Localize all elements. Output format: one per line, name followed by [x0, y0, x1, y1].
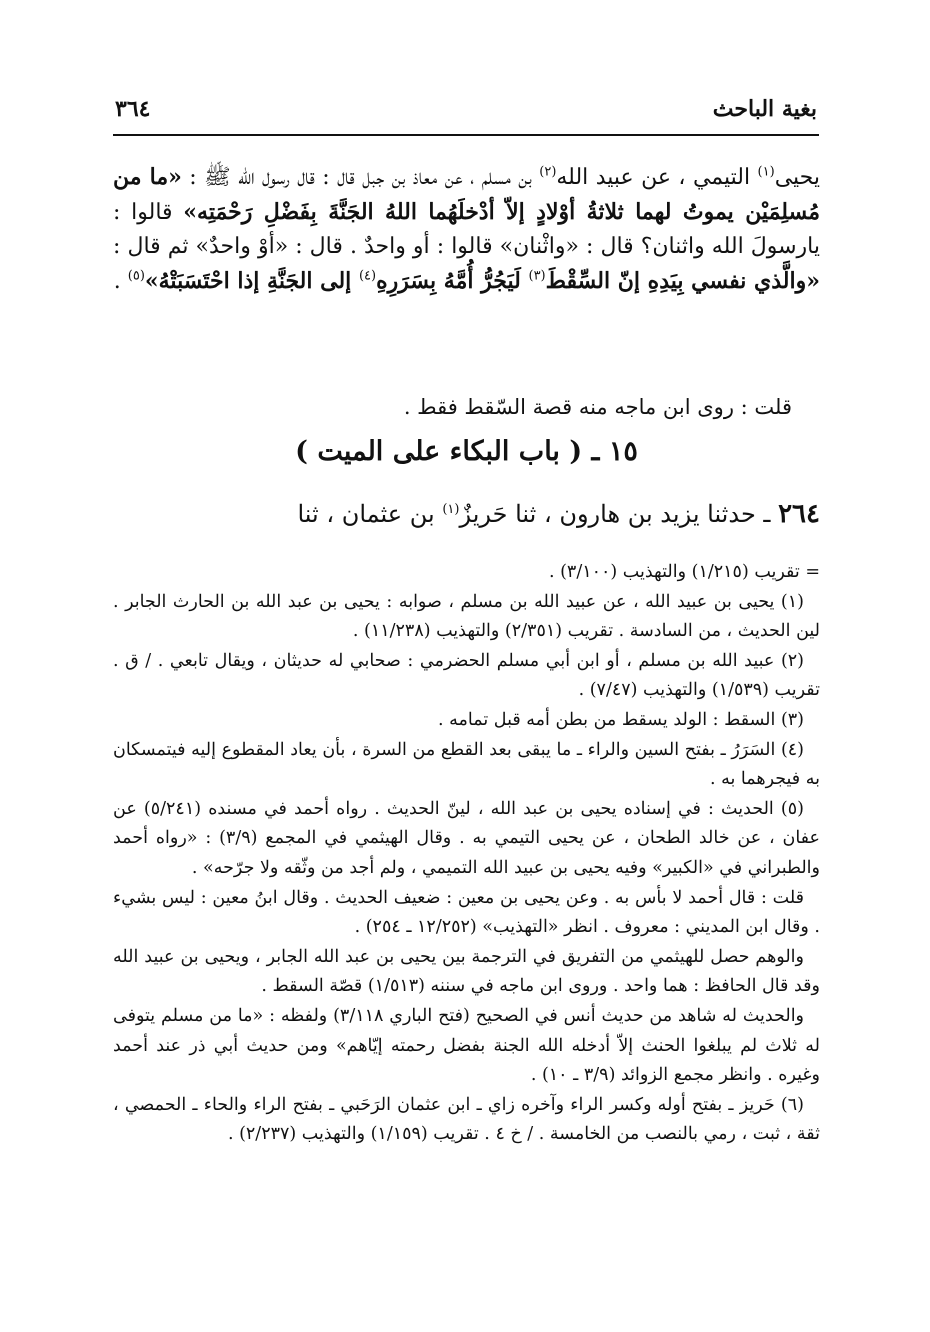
footnotes: [113, 558, 820, 1150]
footnote-ref-1[interactable]: (١): [757, 164, 775, 180]
book-title: بغية الباحث: [712, 96, 817, 122]
chapter-heading: ١٥ ـ ( باب البكاء على الميت ): [295, 436, 638, 467]
page-header: [115, 92, 817, 126]
main-text: [113, 160, 820, 299]
author-note: قلت : روى ابن ماجه منه قصة السّقط فقط .: [403, 395, 792, 419]
hadith-number: ٢٦٤: [778, 499, 820, 529]
footnote-ref-2[interactable]: (٢): [539, 164, 557, 180]
footnote-4: (٤) السَرَرُ ـ بفتح السين والراء ـ ما يبقى بعد القطع من السرة ، بأن يعاد المقطوع إليه فيتمسكان به فيجرهما به .: [113, 739, 820, 790]
footnote-2: (٢) عبيد الله بن مسلم ، أو ابن أبي مسلم الحضرمي : صحابي له حديثان ، ويقال تابعي . / ق . تقريب (١/٥٣٩) والتهذيب (٧/٤٧) .: [113, 650, 820, 701]
footnote-ref-3[interactable]: (٣): [528, 268, 546, 284]
footnote-5: (٥) الحديث : في إسناده يحيى بن عبد الله ، لينّ الحديث . رواه أحمد في مسنده (٥/٢٤١) عن عفان ، عن خالد الطحان ، عن يحيى التيمي به . وقال الهيثمي في المجمع (٣/٩) : «رواه أحمد والطبراني في «الكبير» وفيه يحيى بن عبيد الله التميمي ، ولم أجد من وثّقه ولا جرّحه» .: [113, 798, 820, 878]
chapter-title: ( باب البكاء على الميت ): [295, 436, 583, 467]
page-number: ٣٦٤: [115, 96, 151, 122]
footnote-5-note: والوهم حصل للهيثمي من التفريق في الترجمة بين يحيى بن عبد الله الجابر ، ويحيى بن عبيد الله وقد قال الحافظ : هما واحد . وروى ابن ماجه في سننه (١/٥١٣) قصّة السقط .: [113, 946, 820, 997]
footnote-5-witness: والحديث له شاهد من حديث أنس في الصحيح (فتح الباري ٣/١١٨) ولفظه : «ما من مسلم يتوفى له ثلاث لم يبلغوا الحنث إلاّ أدخله الله الجنة بفضل رحمته إيّاهم» ومن حديث أبي ذر عند أحمد وغيره . وانظر مجمع الزوائد (٣/٩ ـ ١٠) .: [113, 1005, 820, 1086]
footnote-1: (١) يحيى بن عبيد الله ، عن عبيد الله بن مسلم ، صوابه : يحيى بن عبد الله بن الحارث الجابر . لين الحديث ، من السادسة . تقريب (٢/٣٥١) والتهذيب (١١/٢٣٨) .: [113, 591, 820, 642]
chapter-number: ١٥: [608, 436, 638, 467]
footnote-ref-4[interactable]: (٤): [358, 268, 377, 284]
footnote-6: (٦) حَريز ـ بفتح أوله وكسر الراء وآخره زاي ـ ابن عثمان الرَحَبي ـ بفتح الراء والحاء ـ الحمصي ، ثقة ، ثبت ، رمي بالنصب من الخامسة . / خ ٤ . تقريب (١/١٥٩) والتهذيب (٢/٢٣٧) .: [113, 1094, 820, 1145]
footnote-continued: = تقريب (١/٢١٥) والتهذيب (٣/١٠٠) .: [548, 562, 820, 582]
footnote-3: (٣) السقط : الولد يسقط من بطن أمه قبل تمامه .: [438, 709, 804, 730]
prophetic-quote: «ما من مُسلِمَيْن يموتُ لهما ثلاثةُ أوْلادٍ إلاّ أدْخلَهُما اللهُ الجَنَّةَ بِفَضْلِ رَحْمَتِه»: [113, 164, 820, 225]
footnote-5-comment: قلت : قال أحمد لا بأس به . وعن يحيى بن معين : ضعيف الحديث . وقال ابنُ معين : ليس بشيء . وقال ابن المديني : معروف . انظر «التهذيب» (١٢/٢٥٢ ـ ٢٥٤) .: [113, 887, 820, 938]
footnote-ref-6[interactable]: (١): [442, 502, 460, 517]
header-rule: [113, 134, 819, 136]
hadith-continuation: يحيى$^{(١)}$ التيمي ، عن عبيد الله$^{(٢)}$ بن مسلم ، عن معاذ بن جبل قال : قال رسول الله ﷺ : «ما من مُسلِمَيْن يموتُ لهما ثلاثةُ أوْلادٍ إلاّ أدْخلَهُما اللهُ الجَنَّةَ بِفَضْلِ رَحْمَتِه» قالوا : يارسولَ الله واثنان؟ قال : «واثْنان» قالوا : أو واحدٌ . قال : «أوْ واحدٌ» ثم قال : «والَّذي نفسي بِيَدِهِ إنّ السِّقْطَ$^{(٣)}$ لَيَجُرُّ أُمَّهُ بِسَرَرِهِ$^{(٤)}$ إلى الجَنَّةِ إذا احْتَسَبَتْهُ»$^{(٥)}$ .: [113, 164, 820, 294]
hadith-entry: ٢٦٤ ـ حدثنا يزيد بن هارون ، ثنا حَريزٌ$^{(١)}$ بن عثمان ، ثنا: [297, 499, 820, 529]
footnote-ref-5[interactable]: (٥): [127, 268, 145, 284]
